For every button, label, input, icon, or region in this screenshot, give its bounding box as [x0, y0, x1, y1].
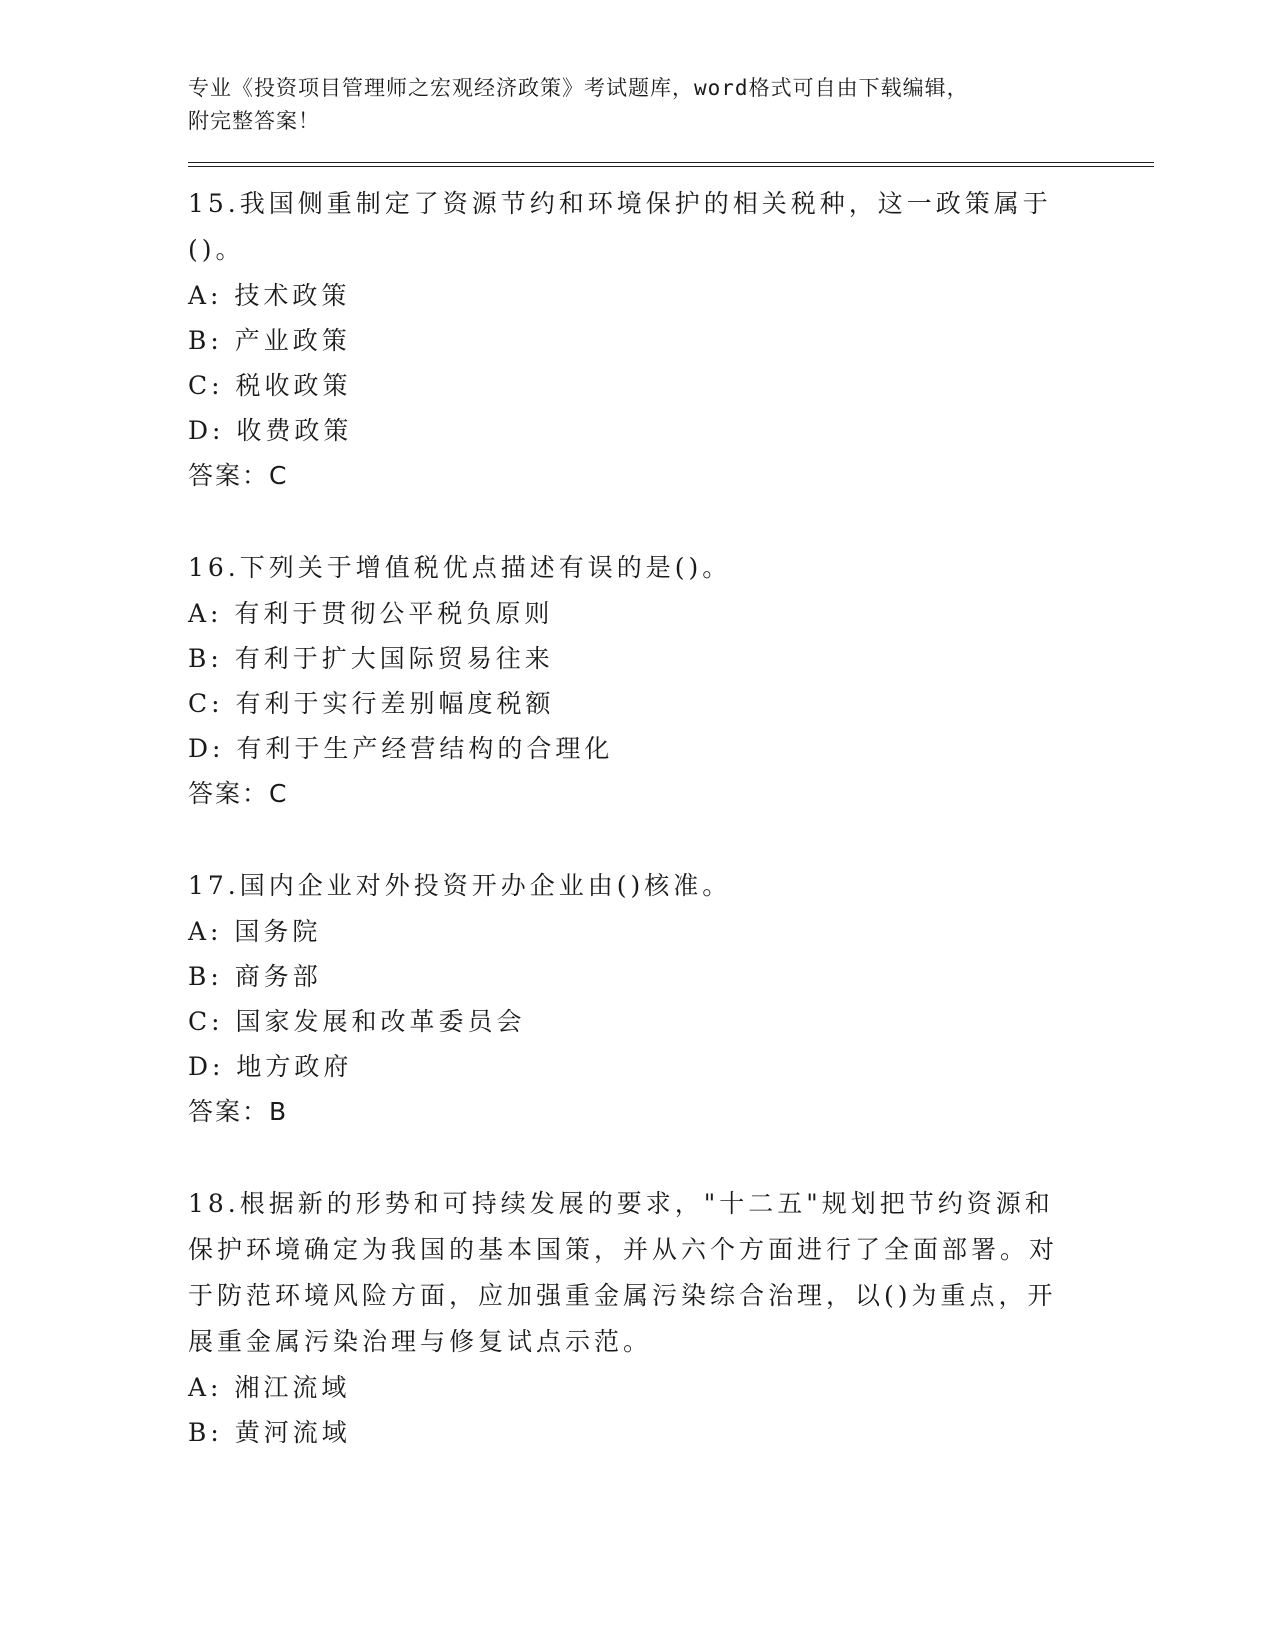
option-d: D: 地方政府 [188, 1052, 353, 1081]
option-c: C: 有利于实行差别幅度税额 [188, 689, 555, 718]
question-text: 17.国内企业对外投资开办企业由()核准。 [188, 871, 732, 900]
option-d: D: 收费政策 [188, 416, 353, 445]
question-18 [188, 1181, 1148, 1455]
header-line-2: 附完整答案！ [188, 109, 320, 133]
answer: 答案：B [188, 1097, 289, 1126]
question-text: 15.我国侧重制定了资源节约和环境保护的相关税种，这一政策属于()。 [188, 189, 1052, 264]
option-a: A: 有利于贯彻公平税负原则 [188, 599, 554, 628]
question-text: 16.下列关于增值税优点描述有误的是()。 [188, 553, 732, 582]
option-a: A: 国务院 [188, 917, 322, 946]
option-d: D: 有利于生产经营结构的合理化 [188, 734, 614, 763]
header-divider [188, 162, 1154, 167]
question-15 [188, 181, 1148, 499]
answer: 答案：C [188, 461, 289, 490]
question-17 [188, 863, 1148, 1135]
document-page [188, 72, 1148, 1455]
option-b: B: 黄河流域 [188, 1418, 351, 1447]
option-c: C: 税收政策 [188, 371, 352, 400]
question-text: 18.根据新的形势和可持续发展的要求，"十二五"规划把节约资源和保护环境确定为我国的基本国策，并从六个方面进行了全面部署。对于防范环境风险方面，应加强重金属污染综合治理，以()为重点，开展重金属污染治理与修复试点示范。 [188, 1189, 1059, 1356]
option-b: B: 有利于扩大国际贸易往来 [188, 644, 554, 673]
header-line-1: 专业《投资项目管理师之宏观经济政策》考试题库，word格式可自由下载编辑， [188, 76, 969, 100]
option-b: B: 商务部 [188, 962, 322, 991]
option-b: B: 产业政策 [188, 326, 351, 355]
option-a: A: 技术政策 [188, 281, 351, 310]
answer: 答案：C [188, 779, 289, 808]
document-header [188, 72, 1068, 138]
question-16 [188, 545, 1148, 817]
option-a: A: 湘江流域 [188, 1373, 351, 1402]
option-c: C: 国家发展和改革委员会 [188, 1007, 526, 1036]
